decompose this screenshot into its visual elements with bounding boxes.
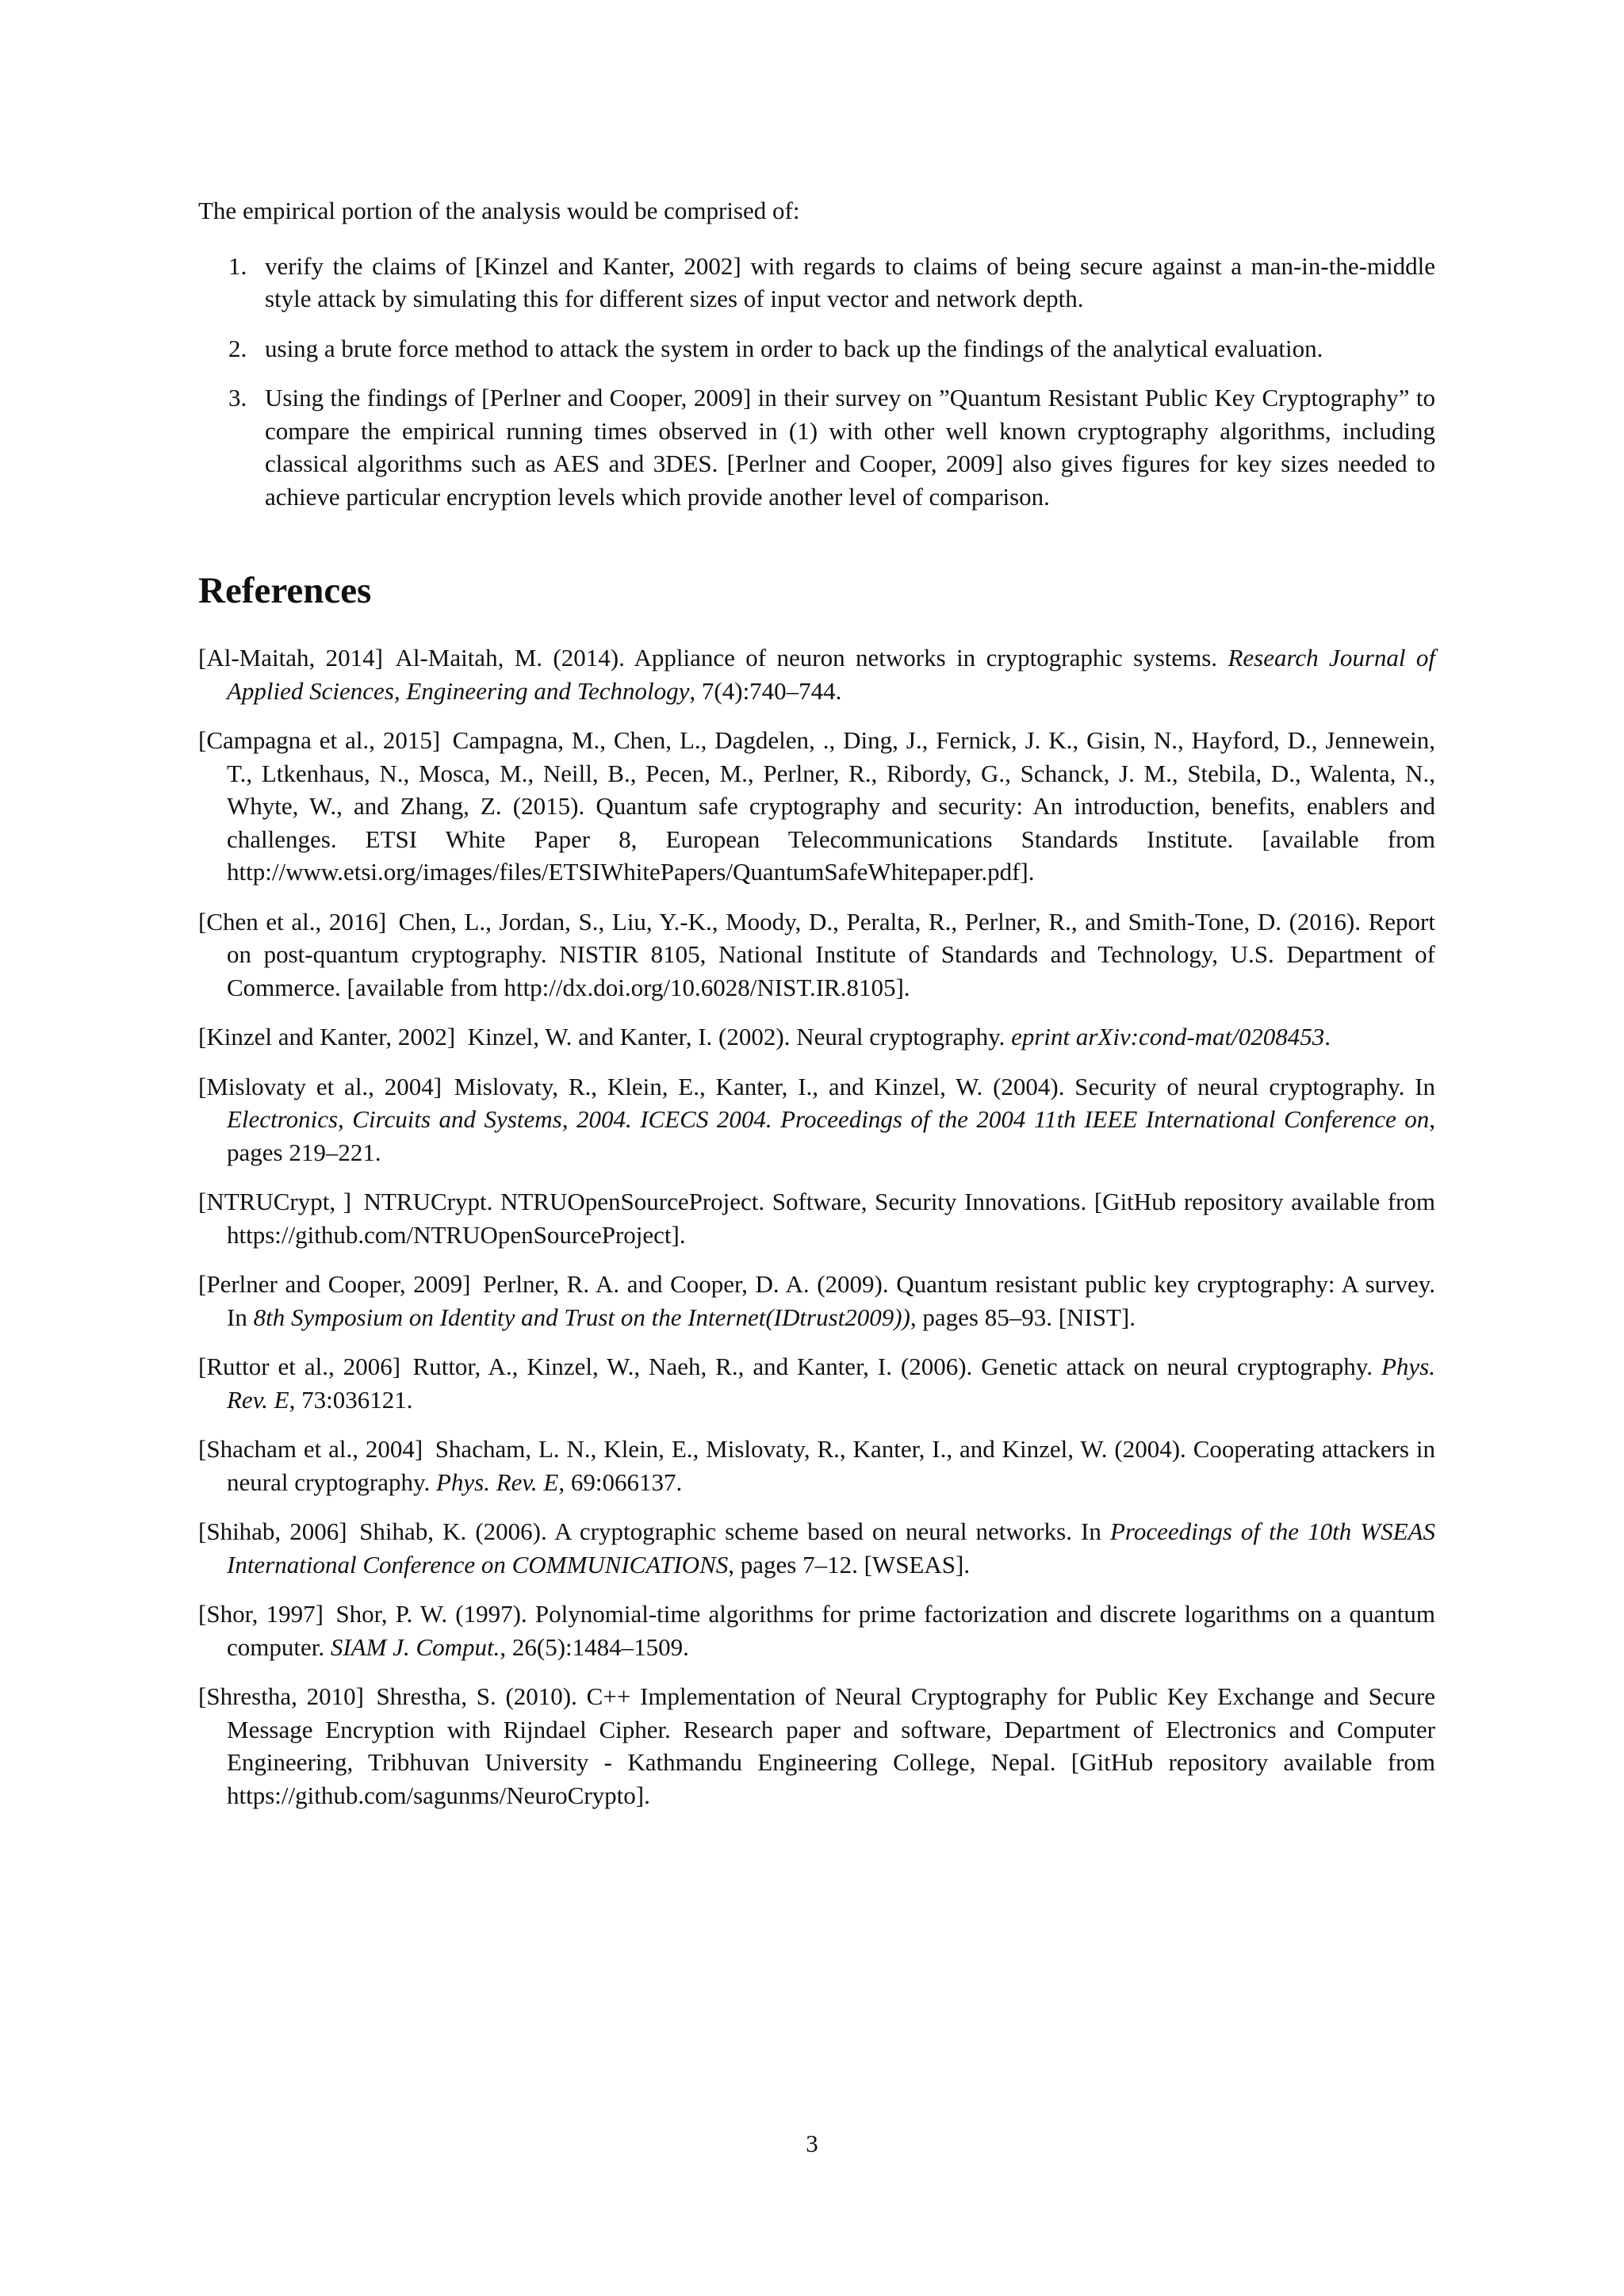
reference-entry xyxy=(198,1680,1435,1812)
reference-text: Mislovaty, R., Klein, E., Kanter, I., and Kinzel, W. (2004). Security of neural cryptography. In xyxy=(454,1072,1435,1100)
reference-key: [Mislovaty et al., 2004] xyxy=(198,1072,442,1100)
reference-key: [Kinzel and Kanter, 2002] xyxy=(198,1023,456,1050)
reference-entry xyxy=(198,1070,1435,1169)
reference-text: Kinzel, W. and Kanter, I. (2002). Neural cryptography. xyxy=(467,1023,1005,1050)
reference-entry xyxy=(198,641,1435,707)
reference-text: Campagna, M., Chen, L., Dagdelen, ., Ding, J., Fernick, J. K., Gisin, N., Hayford, D., Jennewein, T., Ltkenhaus, N., Mosca, M., Neill, B., Pecen, M., Perlner, R., Ribordy, G., Schanck, J. M., Stebila, D., Walenta, N., Whyte, W., and Zhang, Z. (2015). Quantum safe cryptography and security: An introduction, benefits, enablers and challenges. ETSI White Paper 8, European Telecommunications Standards Institute. [available from http://www.etsi.org/images/files/ETSIWhitePapers/QuantumSafeWhitepaper.pdf]. xyxy=(227,726,1436,886)
reference-key: [Campagna et al., 2015] xyxy=(198,726,441,754)
reference-tail: , pages 7–12. [WSEAS]. xyxy=(728,1550,971,1578)
reference-key: [NTRUCrypt, ] xyxy=(198,1188,352,1215)
references-heading: References xyxy=(198,570,372,611)
list-item xyxy=(198,381,1435,513)
page-number: 3 xyxy=(806,2130,818,2157)
reference-venue: SIAM J. Comput. xyxy=(330,1632,500,1661)
reference-text: Shacham, L. N., Klein, E., Mislovaty, R., Kanter, I., and Kinzel, W. (2004). Cooperating attackers in neural cryptography. xyxy=(227,1435,1435,1496)
list-item-number: 1. xyxy=(228,251,247,280)
reference-key: [Ruttor et al., 2006] xyxy=(198,1353,401,1380)
reference-key: [Perlner and Cooper, 2009] xyxy=(198,1270,471,1298)
reference-text: Ruttor, A., Kinzel, W., Naeh, R., and Kanter, I. (2006). Genetic attack on neural cryptography. xyxy=(412,1353,1373,1380)
list-item-text: using a brute force method to attack the system in order to back up the findings of the analytical evaluation. xyxy=(265,334,1323,362)
intro-paragraph: The empirical portion of the analysis would be comprised of: xyxy=(198,197,800,224)
reference-venue: Electronics, Circuits and Systems, 2004. ICECS 2004. Proceedings of the 2004 11th IEEE International Conference on xyxy=(227,1105,1430,1133)
list-item-number: 2. xyxy=(228,334,247,362)
reference-entry xyxy=(198,1350,1435,1416)
reference-tail: , 26(5):1484–1509. xyxy=(500,1632,689,1661)
reference-entry xyxy=(198,1268,1435,1334)
reference-entry xyxy=(198,1515,1435,1581)
reference-venue: eprint arXiv:cond-mat/0208453 xyxy=(1011,1023,1325,1050)
list-item xyxy=(198,250,1435,316)
reference-text: Shrestha, S. (2010). C++ Implementation of Neural Cryptography for Public Key Exchange and Secure Message Encryption with Rijndael Cipher. Research paper and software, Department of Electronics and Computer Engineering, Tribhuvan University - Kathmandu Engineering College, Nepal. [GitHub repository available from https://github.com/sagunms/NeuroCrypto]. xyxy=(227,1682,1436,1809)
reference-venue: Proceedings of the 10th WSEAS International Conference on COMMUNICATIONS xyxy=(227,1517,1435,1578)
reference-entry xyxy=(198,724,1435,889)
reference-venue: Research Journal of Applied Sciences, Engineering and Technology xyxy=(227,644,1436,705)
reference-venue: 8th Symposium on Identity and Trust on the Internet(IDtrust2009)) xyxy=(253,1303,910,1331)
reference-text: Shihab, K. (2006). A cryptographic scheme based on neural networks. In xyxy=(359,1517,1101,1545)
list-item-text: Using the findings of [Perlner and Cooper, 2009] in their survey on ”Quantum Resistant Public Key Cryptography” to compare the empirical running times observed in (1) with other well known cryptography algorithms, including classical algorithms such as AES and 3DES. [Perlner and Cooper, 2009] also gives figures for key sizes needed to achieve particular encryption levels which provide another level of comparison. xyxy=(265,384,1435,511)
references-list xyxy=(198,641,1435,1812)
reference-tail: . xyxy=(1324,1023,1331,1050)
reference-venue: Phys. Rev. E xyxy=(227,1353,1435,1414)
reference-tail: , 73:036121. xyxy=(289,1385,413,1414)
reference-text: Chen, L., Jordan, S., Liu, Y.-K., Moody, D., Peralta, R., Perlner, R., and Smith-Tone, D. (2016). Report on post-quantum cryptography. NISTIR 8105, National Institute of Standards and Technology, U.S. Department of Commerce. [available from http://dx.doi.org/10.6028/NIST.IR.8105]. xyxy=(227,907,1435,1001)
reference-key: [Shrestha, 2010] xyxy=(198,1682,364,1710)
reference-tail: , 7(4):740–744. xyxy=(689,676,842,705)
reference-entry xyxy=(198,905,1435,1004)
reference-tail: , pages 85–93. [NIST]. xyxy=(910,1303,1136,1331)
analysis-steps-list xyxy=(198,250,1435,514)
reference-entry xyxy=(198,1433,1435,1498)
list-item xyxy=(198,332,1435,365)
reference-key: [Shacham et al., 2004] xyxy=(198,1435,423,1463)
list-item-text: verify the claims of [Kinzel and Kanter, 2002] with regards to claims of being secure against a man-in-the-middle style attack by simulating this for different sizes of input vector and network depth. xyxy=(265,251,1435,312)
reference-text: Shor, P. W. (1997). Polynomial-time algorithms for prime factorization and discrete logarithms on a quantum computer. xyxy=(227,1600,1435,1661)
list-item-number: 3. xyxy=(228,384,247,411)
reference-key: [Al-Maitah, 2014] xyxy=(198,644,383,672)
reference-entry xyxy=(198,1598,1435,1663)
reference-entry xyxy=(198,1185,1435,1251)
reference-tail: , 69:066137. xyxy=(558,1468,683,1496)
reference-text: Perlner, R. A. and Cooper, D. A. (2009). Quantum resistant public key cryptography: A survey. In xyxy=(227,1270,1435,1331)
reference-key: [Shihab, 2006] xyxy=(198,1517,347,1545)
reference-text: Al-Maitah, M. (2014). Appliance of neuron networks in cryptographic systems. xyxy=(395,644,1218,672)
reference-text: NTRUCrypt. NTRUOpenSourceProject. Software, Security Innovations. [GitHub repository available from https://github.com/NTRUOpenSourceProject]. xyxy=(227,1188,1435,1249)
reference-tail: , pages 219–221. xyxy=(227,1105,1435,1166)
reference-key: [Chen et al., 2016] xyxy=(198,907,387,936)
reference-key: [Shor, 1997] xyxy=(198,1600,324,1628)
reference-venue: Phys. Rev. E xyxy=(435,1468,559,1496)
reference-entry xyxy=(198,1020,1435,1054)
page-body xyxy=(198,194,1435,1828)
